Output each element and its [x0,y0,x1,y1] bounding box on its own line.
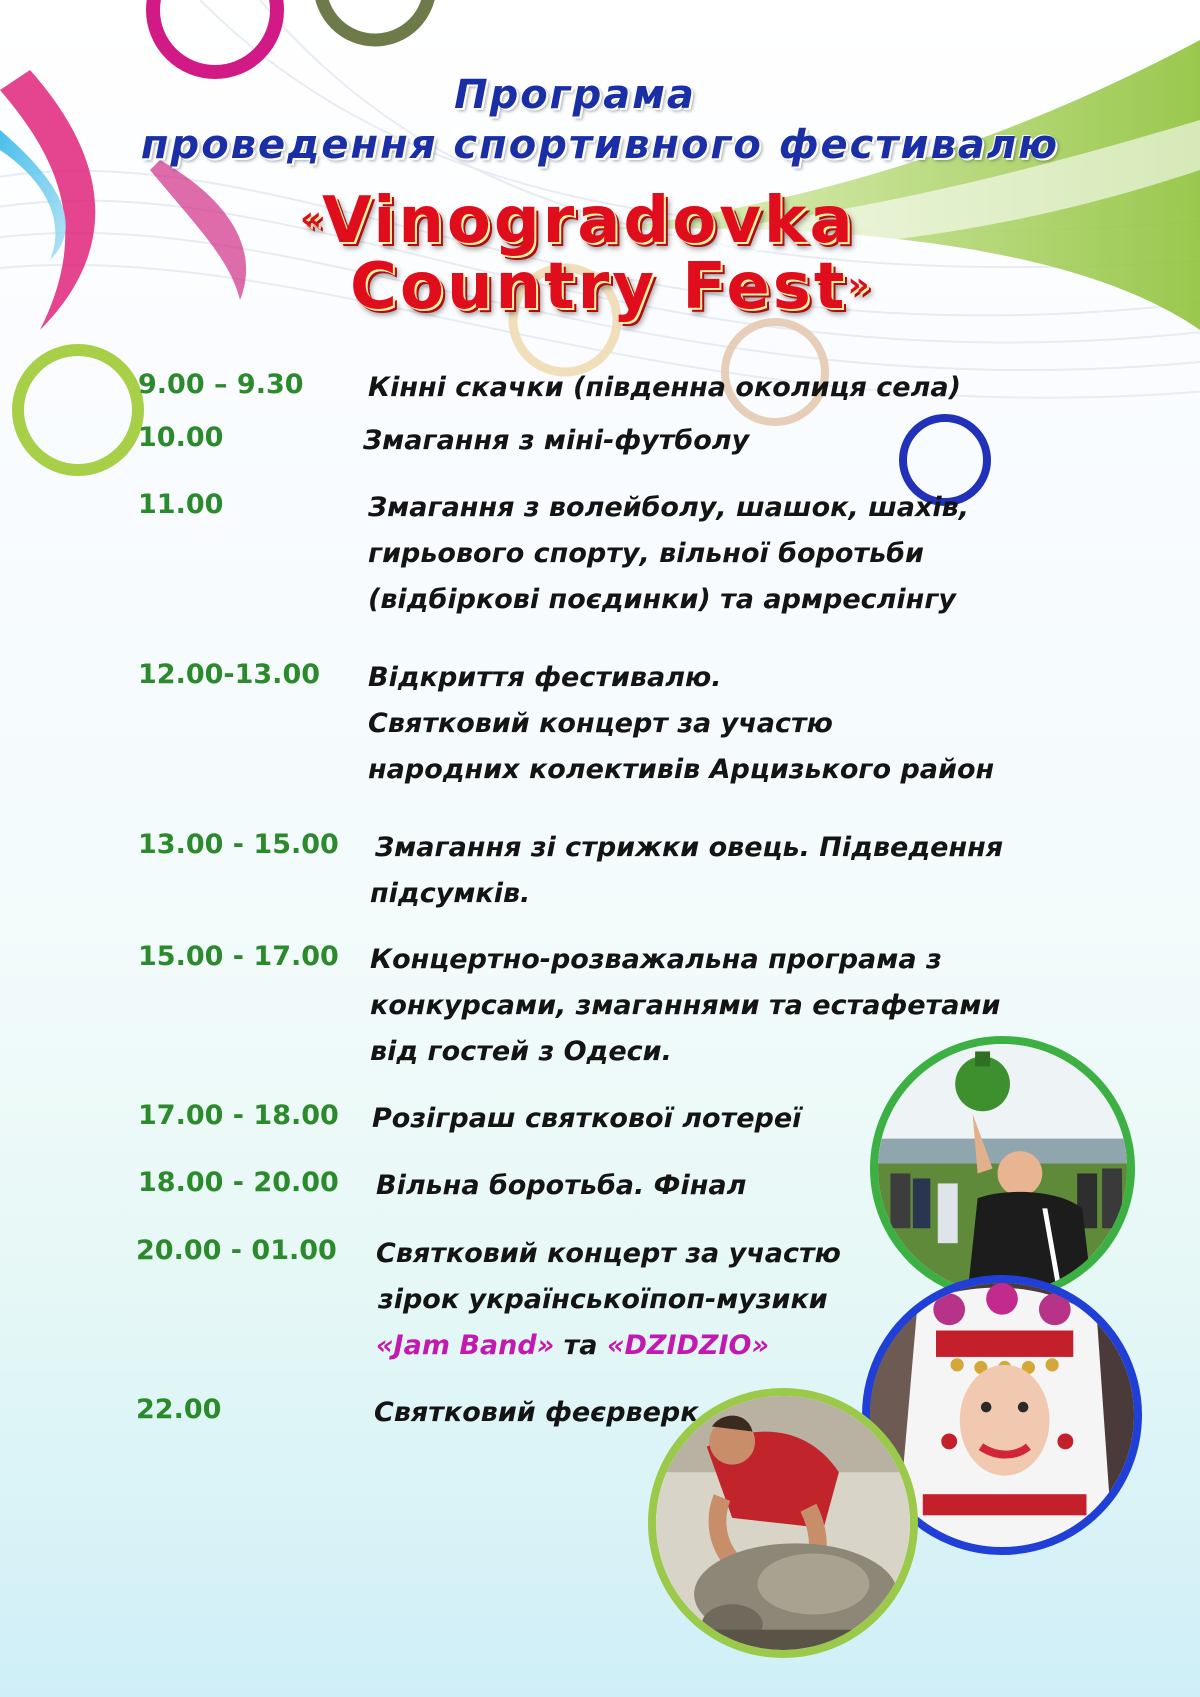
schedule-line: підсумків. [370,878,531,909]
schedule-line: від гостей з Одеси. [370,1036,672,1067]
band-name: «DZIDZIO» [606,1330,770,1361]
festival-name-line1 [300,184,856,258]
schedule-line: Святковий феєрверк [374,1397,699,1428]
schedule-time: 20.00 - 01.00 [136,1235,337,1266]
schedule-time: 15.00 - 17.00 [138,941,339,972]
schedule-time: 11.00 [138,489,224,520]
schedule-time: 17.00 - 18.00 [138,1100,339,1131]
schedule-line: Змагання з волейболу, шашок, шахів, [368,492,970,523]
schedule-line: гирьового спорту, вільної боротьби [368,538,924,569]
schedule-description [368,365,961,411]
header [0,70,1200,170]
festival-name-text1: Vinogradovka [321,184,856,258]
open-quote: « [300,199,322,239]
schedule-line: Концертно-розважальна програма з [370,944,942,975]
festival-name-text2: Country Fest [350,250,848,324]
schedule-line: конкурсами, змаганнями та естафетами [370,990,1001,1021]
schedule-description [372,1096,801,1142]
schedule-line: (відбіркові поєдинки) та армреслінгу [368,584,957,615]
schedule-bands-line [376,1323,841,1369]
schedule-description [376,1231,841,1369]
schedule-line: Святковий концерт за участю [368,708,833,739]
schedule-line: Змагання зі стрижки овець. Підведення [375,832,1004,863]
close-quote: » [847,265,870,305]
schedule-time: 12.00-13.00 [138,659,321,690]
schedule-description [370,937,1000,1075]
schedule-time: 9.00 – 9.30 [138,369,304,400]
schedule-line: Вільна боротьба. Фінал [376,1170,747,1201]
schedule-time: 10.00 [138,422,224,453]
schedule-line: Святковий концерт за участю [376,1238,841,1269]
program-title: Програма [454,72,696,118]
schedule-time: 18.00 - 20.00 [138,1167,339,1198]
kettlebell-athlete-photo [870,1036,1135,1301]
schedule-description [376,1163,746,1209]
program-subtitle: проведення спортивного фестивалю [140,122,1060,168]
schedule-line: зірок українськоїпоп-музики [378,1284,828,1315]
sheep-shearing-photo [648,1388,918,1658]
schedule-description [368,485,969,623]
schedule-time: 22.00 [136,1394,222,1425]
schedule-description [363,418,749,464]
schedule-description [368,655,994,793]
schedule-line: народних колективів Арцизького район [368,754,995,785]
festival-name-line2 [350,250,870,324]
band-connector: та [563,1330,598,1361]
schedule-line: Змагання з міні-футболу [363,425,750,456]
schedule-line: Кінні скачки (південна околиця села) [368,372,961,403]
schedule-line: Розіграш святкової лотереї [372,1103,802,1134]
schedule-time: 13.00 - 15.00 [138,829,339,860]
band-name: «Jam Band» [376,1330,555,1361]
schedule-line: Відкриття фестивалю. [368,662,722,693]
schedule-description [370,825,1004,917]
schedule-description [374,1390,699,1436]
